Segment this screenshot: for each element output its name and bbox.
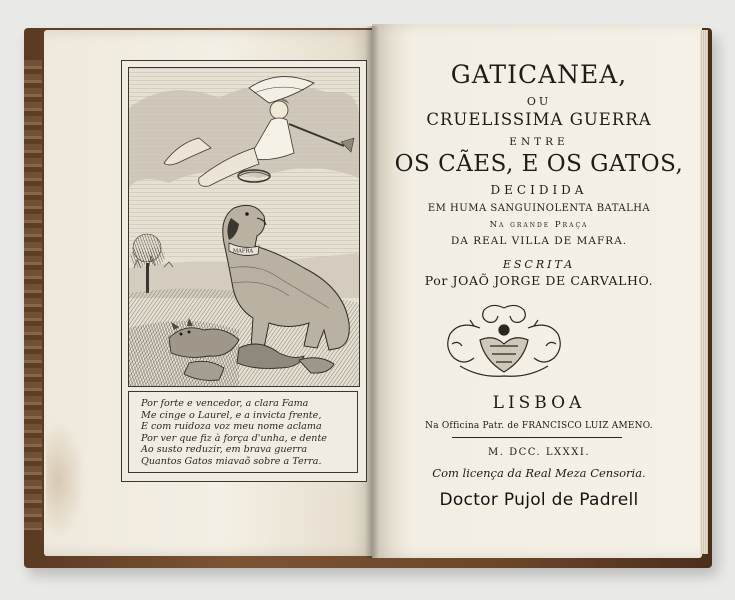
engraving-caption	[128, 391, 358, 473]
title-escrita: ESCRITA	[502, 258, 576, 271]
title-ou: OU	[526, 95, 552, 108]
imprint-rule	[452, 437, 622, 438]
owner-inscription: Doctor Pujol de Padrell	[439, 490, 639, 510]
book-title: GATICANEA,	[450, 60, 628, 89]
caption-line: E com ruidoza voz meu nome aclama	[141, 421, 322, 433]
title-guerra: CRUELISSIMA GUERRA	[426, 110, 652, 129]
collar-text: MAFRA	[232, 248, 254, 255]
caption-line: Me cinge o Laurel, e a invicta frente,	[141, 409, 322, 421]
printer-ornament	[440, 300, 568, 380]
title-villa: DA REAL VILLA DE MAFRA.	[450, 235, 628, 247]
paper-stain	[46, 420, 86, 540]
caption-line: Ao susto reduzir, em brava guerra	[141, 444, 308, 456]
caption-line: Por ver que fiz à força d'unha, e dente	[141, 432, 327, 444]
title-decidida: DECIDIDA	[490, 183, 588, 197]
engraving-illustration	[128, 67, 360, 387]
caption-line: Quantos Gatos miavaõ sobre a Terra.	[141, 455, 322, 467]
frontispiece	[121, 60, 367, 482]
imprint-year: M. DCC. LXXXI.	[487, 447, 591, 458]
title-caes-gatos: OS CÃES, E OS GATOS,	[394, 151, 684, 177]
title-batalha: EM HUMA SANGUINOLENTA BATALHA	[427, 203, 651, 214]
book-gutter	[365, 26, 379, 558]
caption-line: Por forte e vencedor, a clara Fama	[141, 398, 309, 409]
title-praca: Na grande Praça	[489, 220, 589, 230]
marbled-cover-edge	[24, 60, 42, 530]
title-entre: ENTRE	[509, 136, 569, 148]
title-author: Por JOAÕ JORGE DE CARVALHO.	[424, 273, 654, 288]
imprint-printer: Na Officina Patr. de FRANCISCO LUIZ AMENO.	[425, 421, 653, 431]
page-edges	[700, 30, 708, 554]
imprint-city: LISBOA	[492, 393, 586, 413]
imprint-license: Com licença da Real Meza Censoria.	[432, 466, 646, 480]
